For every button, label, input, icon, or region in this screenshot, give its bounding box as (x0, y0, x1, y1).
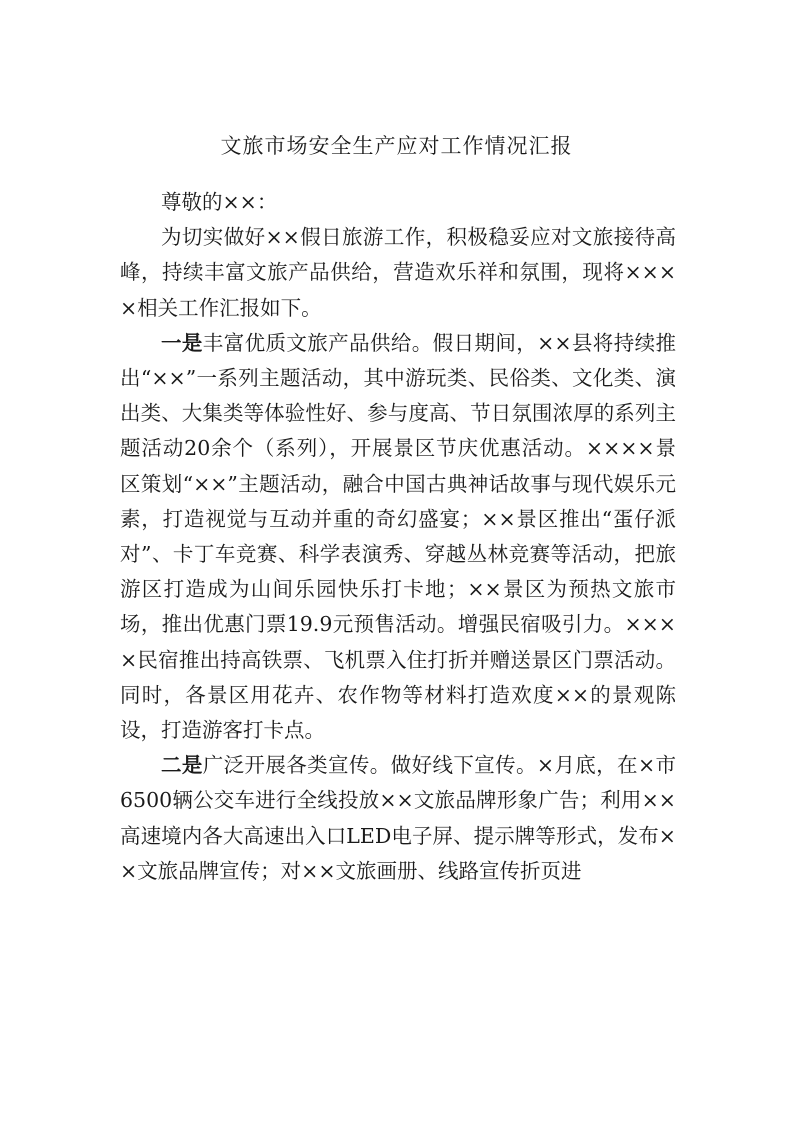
intro-paragraph: 为切实做好××假日旅游工作，积极稳妥应对文旅接待高峰，持续丰富文旅产品供给，营造欢乐祥和氛围，现将××××相关工作汇报如下。 (120, 225, 676, 320)
section-1-paragraph (120, 326, 676, 748)
section-2-text: 广泛开展各类宣传。做好线下宣传。×月底，在×市6500辆公交车进行全线投放××文旅品牌形象广告；利用××高速境内各大高速出入口LED电子屏、提示牌等形式，发布××文旅品牌宣传；对××文旅画册、线路宣传折页进 (120, 753, 676, 883)
section-1-text: 丰富优质文旅产品供给。假日期间，××县将持续推出“××”一系列主题活动，其中游玩类、民俗类、文化类、演出类、大集类等体验性好、参与度高、节日氛围浓厚的系列主题活动20余个（系列），开展景区节庆优惠活动。××××景区策划“××”主题活动，融合中国古典神话故事与现代娱乐元素，打造视觉与互动并重的奇幻盛宴；××景区推出“蛋仔派对”、卡丁车竞赛、科学表演秀、穿越丛林竞赛等活动，把旅游区打造成为山间乐园快乐打卡地；××景区为预热文旅市场，推出优惠门票19.9元预售活动。增强民宿吸引力。××××民宿推出持高铁票、飞机票入住打折并赠送景区门票活动。同时，各景区用花卉、农作物等材料打造欢度××的景观陈设，打造游客打卡点。 (120, 330, 676, 743)
document-body (120, 185, 676, 889)
document-title: 文旅市场安全生产应对工作情况汇报 (220, 134, 573, 158)
section-1-lead: 一是 (161, 330, 203, 355)
section-2-paragraph (120, 748, 676, 889)
section-2-lead: 二是 (161, 753, 203, 778)
salutation: 尊敬的××： (161, 190, 278, 214)
